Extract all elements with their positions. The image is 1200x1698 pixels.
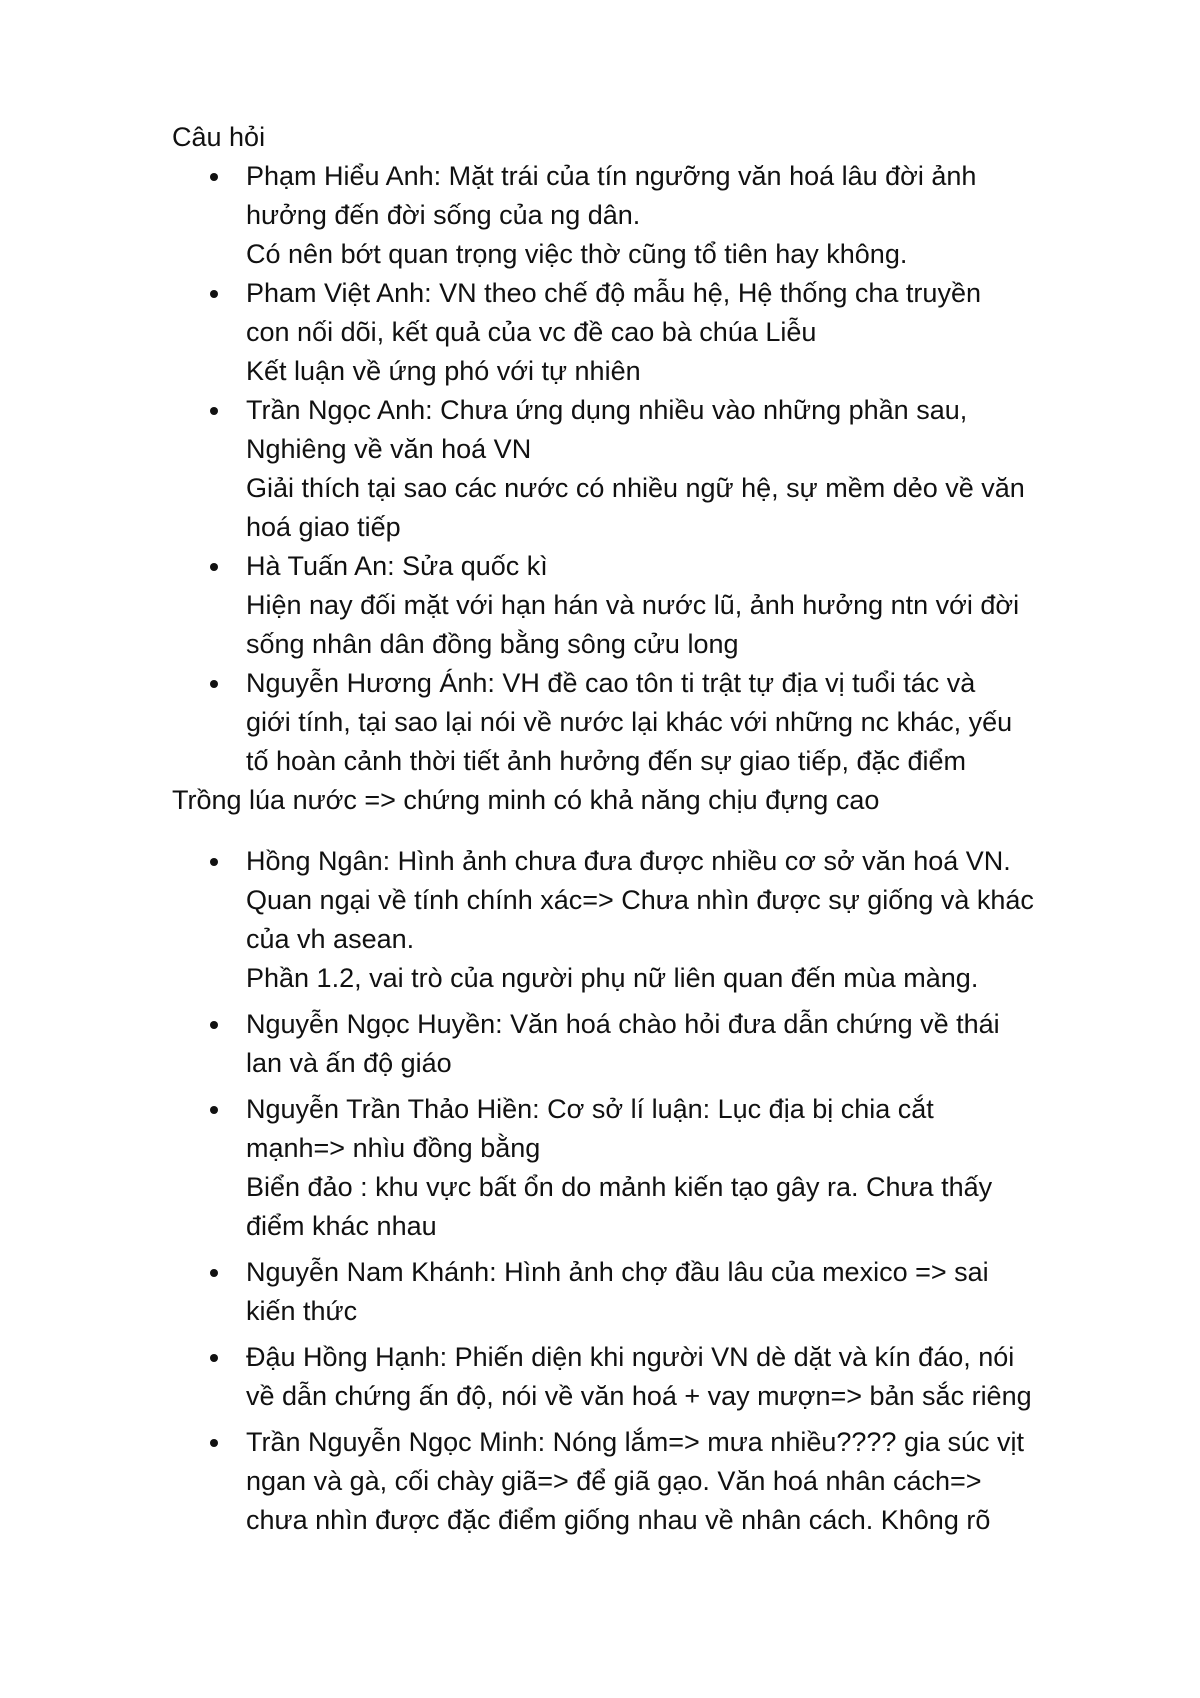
bullet-icon: [210, 858, 218, 866]
list-item: [172, 547, 1112, 664]
list-item: [172, 274, 1112, 391]
item-line: của vh asean.: [246, 924, 415, 954]
bullet-icon: [210, 173, 218, 181]
item-line: Kết luận về ứng phó với tự nhiên: [246, 356, 641, 386]
item-line: hoá giao tiếp: [246, 512, 401, 542]
bullet-icon: [210, 563, 218, 571]
list-item: [172, 664, 1112, 781]
item-line: tố hoàn cảnh thời tiết ảnh hưởng đến sự giao tiếp, đặc điểm: [246, 746, 967, 776]
item-line: về dẫn chứng ấn độ, nói về văn hoá + vay mượn=> bản sắc riêng: [246, 1381, 1032, 1411]
item-line: Trần Nguyễn Ngọc Minh: Nóng lắm=> mưa nhiều???? gia súc vịt: [246, 1427, 1024, 1457]
item-line: Hồng Ngân: Hình ảnh chưa đưa được nhiều cơ sở văn hoá VN.: [246, 846, 1011, 876]
paragraph-gap: [172, 820, 1112, 842]
bullet-icon: [210, 290, 218, 298]
list-item: [172, 1005, 1112, 1083]
item-line: Phần 1.2, vai trò của người phụ nữ liên quan đến mùa màng.: [246, 963, 979, 993]
item-line: sống nhân dân đồng bằng sông cửu long: [246, 629, 739, 659]
list-item: [172, 1090, 1112, 1246]
document-body: [172, 118, 1112, 1547]
bullet-icon: [210, 680, 218, 688]
item-line: Phạm Hiểu Anh: Mặt trái của tín ngưỡng văn hoá lâu đời ảnh: [246, 161, 977, 191]
item-line: ngan và gà, cối chày giã=> để giã gạo. Văn hoá nhân cách=>: [246, 1466, 982, 1496]
item-line: điểm khác nhau: [246, 1211, 437, 1241]
item-line: chưa nhìn được đặc điểm giống nhau về nhân cách. Không rõ: [246, 1505, 991, 1535]
item-line: Pham Việt Anh: VN theo chế độ mẫu hệ, Hệ thống cha truyền: [246, 278, 981, 308]
item-line: Hà Tuấn An: Sửa quốc kì: [246, 551, 548, 581]
bullet-icon: [210, 1106, 218, 1114]
list-item: [172, 391, 1112, 547]
item-line: Nguyễn Ngọc Huyền: Văn hoá chào hỏi đưa dẫn chứng về thái: [246, 1009, 1000, 1039]
list-item: [172, 842, 1112, 998]
item-line: Nguyễn Trần Thảo Hiền: Cơ sở lí luận: Lục địa bị chia cắt: [246, 1094, 934, 1124]
list-item: [172, 157, 1112, 274]
item-line: Nghiêng về văn hoá VN: [246, 434, 532, 464]
item-line: Biển đảo : khu vực bất ổn do mảnh kiến tạo gây ra. Chưa thấy: [246, 1172, 993, 1202]
item-line: Giải thích tại sao các nước có nhiều ngữ hệ, sự mềm dẻo về văn: [246, 473, 1025, 503]
list-item: [172, 1423, 1112, 1540]
item-line: Hiện nay đối mặt với hạn hán và nước lũ, ảnh hưởng ntn với đời: [246, 590, 1020, 620]
standalone-paragraph: Trồng lúa nước => chứng minh có khả năng chịu đựng cao: [172, 785, 880, 815]
item-line: Đậu Hồng Hạnh: Phiến diện khi người VN dè dặt và kín đáo, nói: [246, 1342, 1015, 1372]
question-list-1: [172, 157, 1112, 781]
item-line: con nối dõi, kết quả của vc đề cao bà chúa Liễu: [246, 317, 817, 347]
bullet-icon: [210, 407, 218, 415]
question-list-2: [172, 842, 1112, 1540]
list-item: [172, 1338, 1112, 1416]
item-line: lan và ấn độ giáo: [246, 1048, 452, 1078]
bullet-icon: [210, 1269, 218, 1277]
item-line: mạnh=> nhìu đồng bằng: [246, 1133, 541, 1163]
bullet-icon: [210, 1354, 218, 1362]
item-line: Trần Ngọc Anh: Chưa ứng dụng nhiều vào những phần sau,: [246, 395, 968, 425]
item-line: Nguyễn Hương Ánh: VH đề cao tôn ti trật tự địa vị tuổi tác và: [246, 668, 976, 698]
item-line: giới tính, tại sao lại nói về nước lại khác với những nc khác, yếu: [246, 707, 1013, 737]
page-heading: Câu hỏi: [172, 122, 266, 152]
item-line: Nguyễn Nam Khánh: Hình ảnh chợ đầu lâu của mexico => sai: [246, 1257, 989, 1287]
item-line: hưởng đến đời sống của ng dân.: [246, 200, 641, 230]
item-line: kiến thức: [246, 1296, 358, 1326]
item-line: Quan ngại về tính chính xác=> Chưa nhìn được sự giống và khác: [246, 885, 1034, 915]
item-line: Có nên bớt quan trọng việc thờ cũng tổ tiên hay không.: [246, 239, 908, 269]
list-item: [172, 1253, 1112, 1331]
bullet-icon: [210, 1439, 218, 1447]
bullet-icon: [210, 1021, 218, 1029]
